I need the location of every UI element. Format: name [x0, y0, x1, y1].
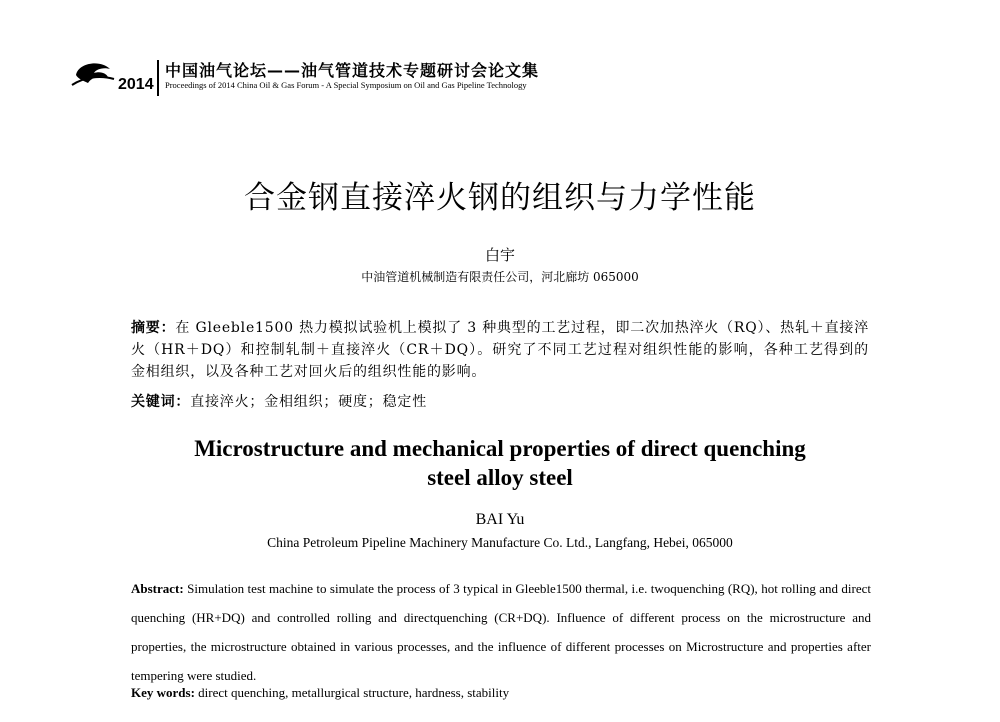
- keywords-en: [131, 682, 871, 704]
- abstract-cn-text: 在 Gleeble1500 热力模拟试验机上模拟了 3 种典型的工艺过程，即二次加热淬火（RQ）、热轧＋直接淬火（HR＋DQ）和控制轧制＋直接淬火（CR＋DQ）。研究了不同工艺过程对组织性能的影响，各种工艺得到的金相组织，以及各种工艺对回火后的组织性能的影响。: [131, 320, 869, 380]
- paper-title-cn: 合金钢直接淬火钢的组织与力学性能: [244, 180, 756, 216]
- keywords-cn: [131, 391, 869, 413]
- abstract-en: [131, 574, 871, 690]
- abstract-cn-label: 摘要：: [131, 320, 176, 336]
- keywords-cn-label: 关键词：: [131, 394, 191, 410]
- keywords-cn-text: 直接淬火；金相组织；硬度；稳定性: [190, 394, 428, 410]
- abstract-en-label: Abstract:: [131, 581, 184, 596]
- series-title-cn: 中国油气论坛——油气管道技术专题研讨会论文集: [165, 61, 540, 80]
- header-divider: [157, 60, 159, 96]
- series-title-en: Proceedings of 2014 China Oil & Gas Forum - A Special Symposium on Oil and Gas Pipeline Technology: [165, 80, 527, 90]
- abstract-en-text: Simulation test machine to simulate the process of 3 typical in Gleeble1500 thermal, i.e. twoquenching (RQ), hot rolling and direct quenching (HR+DQ) and controlled rolling and directquenching (CR+DQ). Influence of different process on the microstructure and properties, the microstructure obtained in various processes, and the influence of different processes on Microstructure and properties after tempering were studied.: [131, 581, 871, 683]
- paper-title-en-line1: Microstructure and mechanical properties of direct quenching: [194, 436, 806, 461]
- keywords-en-text: direct quenching, metallurgical structure, hardness, stability: [198, 685, 510, 700]
- paper-title-en: [0, 434, 1000, 492]
- author-cn: 白宇: [484, 246, 515, 264]
- affiliation-cn: 中油管道机械制造有限责任公司，河北廊坊 065000: [361, 270, 639, 284]
- paper-title-en-line2: steel alloy steel: [427, 465, 573, 490]
- affiliation-en: China Petroleum Pipeline Machinery Manufacture Co. Ltd., Langfang, Hebei, 065000: [267, 535, 733, 550]
- author-en: BAI Yu: [475, 511, 525, 528]
- keywords-en-label: Key words:: [131, 685, 195, 700]
- header-year: 2014: [118, 76, 154, 93]
- abstract-cn: [131, 317, 869, 383]
